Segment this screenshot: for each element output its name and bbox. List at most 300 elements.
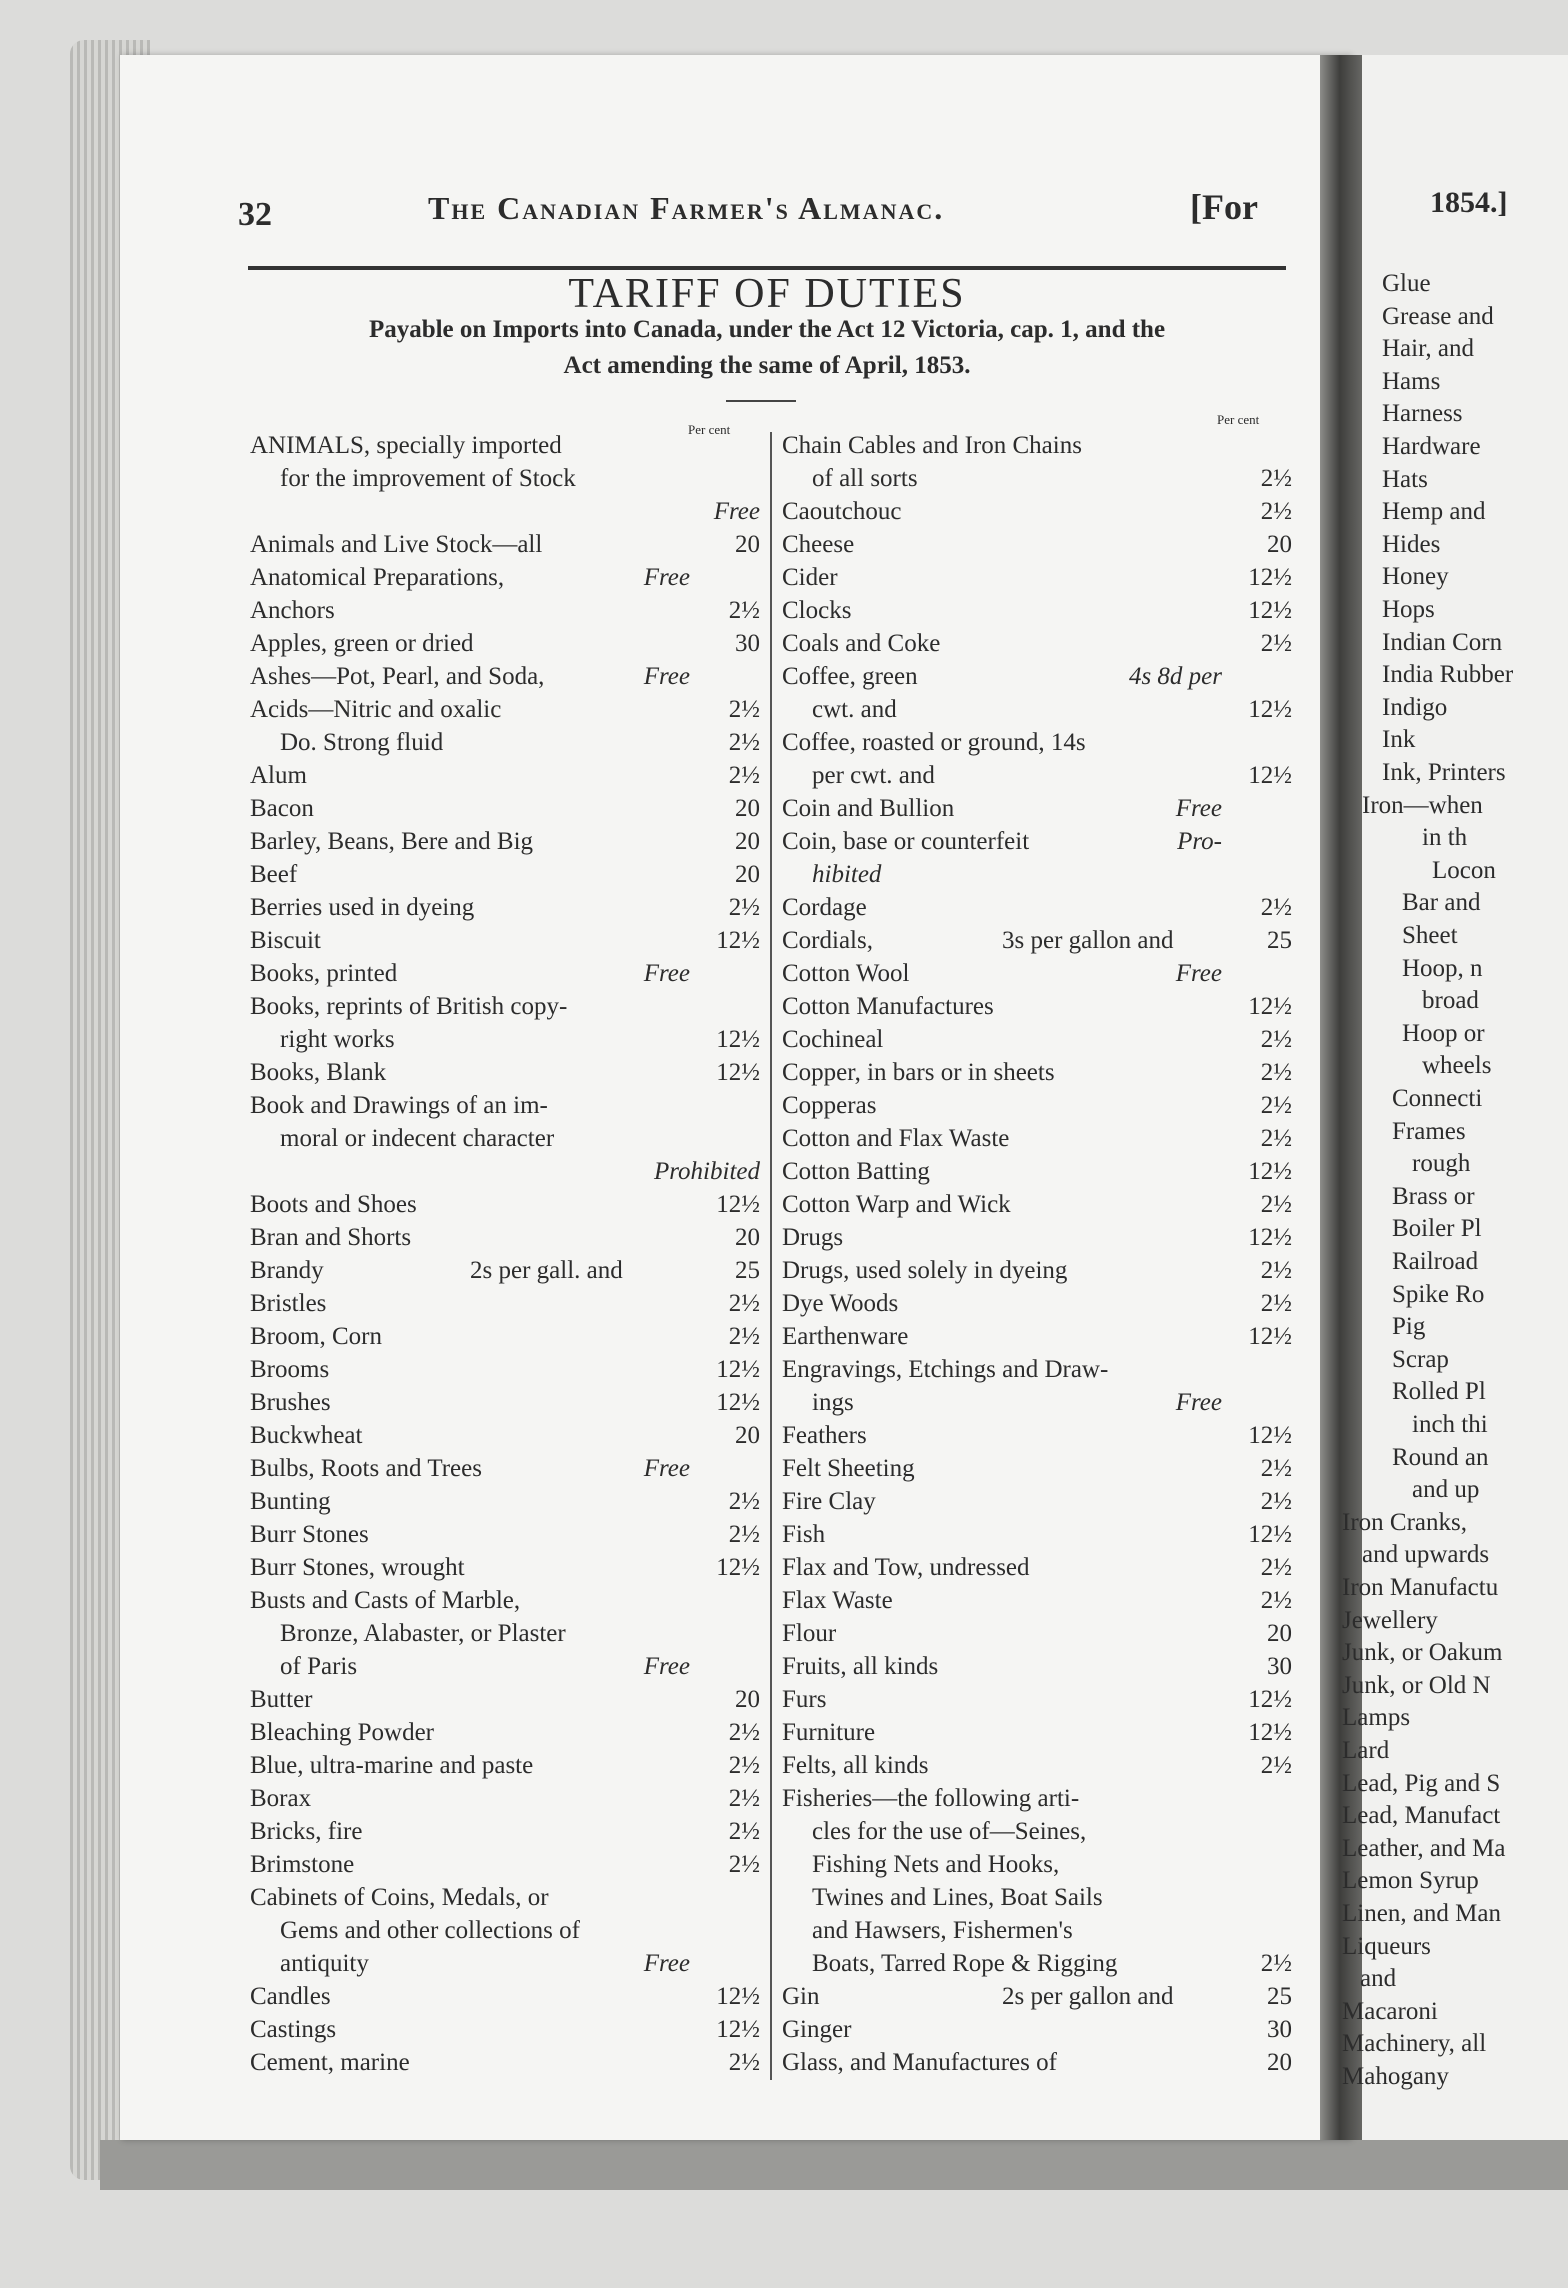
tariff-entry xyxy=(782,793,1292,825)
tariff-entry xyxy=(782,1288,1292,1320)
tariff-entry xyxy=(250,1453,760,1485)
tariff-entry xyxy=(250,1024,760,1056)
tariff-item-name: Fruits, all kinds xyxy=(782,1653,939,1680)
tariff-item-rate: 25 xyxy=(1267,1983,1292,2010)
tariff-item-name: Bran and Shorts xyxy=(250,1224,412,1251)
tariff-entry xyxy=(250,1750,760,1782)
tariff-item-name: Burr Stones, wrought xyxy=(250,1554,465,1581)
tariff-item-name: Flax and Tow, undressed xyxy=(782,1554,1030,1581)
tariff-item-name: Beef xyxy=(250,861,298,888)
tariff-item-name: Flax Waste xyxy=(782,1587,893,1614)
tariff-item-name: Bulbs, Roots and Trees xyxy=(250,1455,482,1482)
right-page-entry: Macaroni xyxy=(1342,1997,1438,2025)
tariff-item-note: 3s per gallon and xyxy=(1002,927,1174,954)
tariff-item-name: Brushes xyxy=(250,1389,331,1416)
tariff-item-name: Cider xyxy=(782,564,838,591)
percent-header-col-2: Per cent xyxy=(1217,412,1260,427)
tariff-item-name: Butter xyxy=(250,1686,313,1713)
tariff-item-rate: 12½ xyxy=(1248,564,1292,591)
tariff-item-rate: 2½ xyxy=(728,1323,760,1350)
tariff-entry xyxy=(250,859,760,891)
right-page-entry: Bar and xyxy=(1402,889,1481,917)
tariff-item-name: per cwt. and xyxy=(812,762,935,789)
right-page-entry: Hardware xyxy=(1382,433,1481,460)
tariff-item-name: Drugs xyxy=(782,1224,844,1251)
right-page-entry: Hoop, n xyxy=(1402,954,1483,982)
tariff-item-name: Brandy xyxy=(250,1257,324,1284)
right-page-entry: Lard xyxy=(1342,1737,1390,1764)
tariff-item-rate: 2½ xyxy=(1260,1092,1292,1119)
tariff-item-name: antiquity xyxy=(280,1950,369,1977)
tariff-entry xyxy=(782,1123,1292,1155)
tariff-item-name: Ginger xyxy=(782,2016,852,2043)
tariff-item-note: Prohibited xyxy=(653,1158,760,1185)
tariff-entry xyxy=(250,760,760,792)
tariff-item-name: Chain Cables and Iron Chains xyxy=(782,432,1082,459)
tariff-item-rate: 2½ xyxy=(728,1851,760,1878)
tariff-item-name: Busts and Casts of Marble, xyxy=(250,1587,521,1614)
tariff-entry xyxy=(250,1288,760,1320)
tariff-entry xyxy=(250,1255,760,1287)
tariff-item-rate: 25 xyxy=(735,1257,760,1284)
tariff-item-rate: 2½ xyxy=(728,894,760,921)
tariff-entry xyxy=(250,925,760,957)
tariff-entry xyxy=(782,1420,1292,1452)
tariff-item-rate: 12½ xyxy=(716,1983,760,2010)
tariff-entry xyxy=(250,628,760,660)
page-number: 32 xyxy=(238,196,272,233)
tariff-item-name: Coffee, green xyxy=(782,663,918,690)
tariff-item-name: Coin, base or counterfeit xyxy=(782,828,1030,855)
tariff-entry xyxy=(782,1222,1292,1254)
tariff-entry xyxy=(782,2014,1292,2046)
right-page-entry: Iron—when xyxy=(1362,791,1483,819)
tariff-item-name: Acids—Nitric and oxalic xyxy=(250,696,502,723)
tariff-item-name: Cotton Manufactures xyxy=(782,993,994,1020)
tariff-entry xyxy=(782,1816,1292,1848)
tariff-item-rate: 12½ xyxy=(716,1191,760,1218)
tariff-entry xyxy=(250,991,760,1023)
tariff-subtitle-line-1: Payable on Imports into Canada, under the Act 12 Victoria, cap. 1, and the xyxy=(368,316,1166,343)
tariff-entry xyxy=(250,1321,760,1353)
tariff-entry xyxy=(782,1849,1292,1881)
tariff-item-rate: 12½ xyxy=(716,1026,760,1053)
tariff-entry xyxy=(782,529,1292,561)
right-page-entry: Ink xyxy=(1382,726,1416,754)
tariff-item-name: Anatomical Preparations, xyxy=(250,564,505,591)
tariff-entry xyxy=(782,958,1292,990)
tariff-item-name: Furs xyxy=(782,1686,827,1713)
tariff-item-rate: 12½ xyxy=(716,1554,760,1581)
tariff-entry xyxy=(782,1387,1292,1419)
tariff-entry xyxy=(782,1981,1292,2013)
right-page-entry: Indigo xyxy=(1382,693,1448,721)
tariff-item-name: Books, reprints of British copy- xyxy=(250,993,568,1020)
tariff-entry xyxy=(782,1486,1292,1518)
tariff-entry xyxy=(782,859,1292,891)
tariff-title: TARIFF OF DUTIES xyxy=(568,271,966,317)
tariff-item-name: ANIMALS, specially imported xyxy=(250,432,562,459)
right-page-entry: Locon xyxy=(1432,856,1496,884)
tariff-item-rate: 2½ xyxy=(1260,1026,1292,1053)
tariff-entry xyxy=(250,595,760,627)
tariff-entry xyxy=(782,1255,1292,1287)
right-page-entry: and up xyxy=(1412,1476,1480,1504)
tariff-entry xyxy=(782,1585,1292,1617)
tariff-item-rate: 2½ xyxy=(728,1488,760,1515)
tariff-item-rate: 2½ xyxy=(728,1290,760,1317)
tariff-item-name: Borax xyxy=(250,1785,312,1812)
tariff-item-name: Felt Sheeting xyxy=(782,1455,915,1482)
tariff-item-rate: 2½ xyxy=(1260,1125,1292,1152)
tariff-entry xyxy=(782,1783,1292,1815)
tariff-item-rate: 2½ xyxy=(1260,1455,1292,1482)
right-page-entry: Scrap xyxy=(1392,1345,1449,1373)
running-title: The Canadian Farmer's Almanac. xyxy=(428,190,945,226)
tariff-entry xyxy=(782,1750,1292,1782)
right-page-entry: Junk, or Old N xyxy=(1342,1671,1491,1699)
tariff-entry xyxy=(782,628,1292,660)
right-page-entry: Frames xyxy=(1392,1117,1466,1145)
tariff-item-name: Clocks xyxy=(782,597,852,624)
tariff-entry xyxy=(782,925,1292,957)
tariff-entry xyxy=(782,1552,1292,1584)
tariff-entry xyxy=(250,1354,760,1386)
tariff-item-name: Candles xyxy=(250,1983,331,2010)
right-page-entry: Hams xyxy=(1382,367,1441,395)
tariff-item-rate: 25 xyxy=(1267,927,1292,954)
tariff-item-rate: 2½ xyxy=(1260,1752,1292,1779)
right-page-year: 1854.] xyxy=(1430,186,1508,219)
tariff-item-rate: 2½ xyxy=(728,1719,760,1746)
tariff-item-rate: 2½ xyxy=(1260,498,1292,525)
tariff-entry xyxy=(250,463,760,495)
column-divider xyxy=(770,432,772,2080)
tariff-item-note: Free xyxy=(643,564,690,591)
right-page-entry: Rolled Pl xyxy=(1392,1378,1486,1406)
tariff-item-rate: 2½ xyxy=(728,729,760,756)
tariff-item-rate: 12½ xyxy=(1248,597,1292,624)
right-page-entry: rough xyxy=(1412,1150,1471,1178)
tariff-item-name: Buckwheat xyxy=(250,1422,363,1449)
tariff-item-name: Cotton Warp and Wick xyxy=(782,1191,1011,1218)
tariff-item-rate: 20 xyxy=(735,861,760,888)
tariff-item-rate: 20 xyxy=(735,531,760,558)
right-page-entry: inch thi xyxy=(1412,1411,1488,1438)
tariff-item-rate: 20 xyxy=(735,828,760,855)
title-short-rule xyxy=(726,400,796,402)
tariff-item-name: Furniture xyxy=(782,1719,876,1746)
tariff-entry xyxy=(250,1519,760,1551)
tariff-entry xyxy=(250,892,760,924)
tariff-column-2 xyxy=(782,430,1292,2090)
tariff-entry xyxy=(782,1057,1292,1089)
tariff-entry xyxy=(250,1783,760,1815)
right-page-entry: Mahogany xyxy=(1342,2063,1449,2090)
tariff-entry xyxy=(250,2047,760,2079)
tariff-item-name: Blue, ultra-marine and paste xyxy=(250,1752,534,1779)
tariff-item-name: cwt. and xyxy=(812,696,897,723)
right-page-entry: Liqueurs xyxy=(1342,1932,1431,1960)
tariff-item-rate: 12½ xyxy=(716,1389,760,1416)
tariff-item-note: Free xyxy=(643,1653,690,1680)
tariff-item-name: Bacon xyxy=(250,795,314,822)
tariff-entry xyxy=(782,595,1292,627)
tariff-entry xyxy=(250,496,760,528)
tariff-item-name: Burr Stones xyxy=(250,1521,369,1548)
tariff-item-name: Earthenware xyxy=(782,1323,909,1350)
tariff-item-name: Cabinets of Coins, Medals, or xyxy=(250,1884,549,1911)
tariff-item-name: Coin and Bullion xyxy=(782,795,955,822)
tariff-item-name: and Hawsers, Fishermen's xyxy=(812,1917,1073,1944)
right-page-entry: Indian Corn xyxy=(1382,628,1503,656)
tariff-item-rate: 2½ xyxy=(1260,630,1292,657)
right-page-entry: India Rubber xyxy=(1382,661,1514,689)
tariff-item-rate: 12½ xyxy=(1248,1224,1292,1251)
tariff-item-name: for the improvement of Stock xyxy=(280,465,576,492)
percent-header-col-1: Per cent xyxy=(688,422,731,437)
tariff-item-name: of Paris xyxy=(280,1653,358,1680)
tariff-item-name: Cochineal xyxy=(782,1026,884,1053)
tariff-item-name: hibited xyxy=(812,861,882,888)
tariff-item-name: Brooms xyxy=(250,1356,330,1383)
tariff-entry xyxy=(250,1816,760,1848)
right-page-entry: Harness xyxy=(1382,400,1463,428)
tariff-item-rate: 30 xyxy=(1267,1653,1292,1680)
tariff-entry xyxy=(782,694,1292,726)
tariff-item-name: Drugs, used solely in dyeing xyxy=(782,1257,1068,1284)
tariff-entry xyxy=(782,826,1292,858)
tariff-item-rate: 2½ xyxy=(1260,1554,1292,1581)
tariff-entry xyxy=(250,1585,760,1617)
right-page-entry: and upwards xyxy=(1362,1541,1490,1569)
tariff-item-rate: 2½ xyxy=(1260,1950,1292,1977)
right-page-entry: Hats xyxy=(1382,465,1428,493)
right-page-entry: Hoop or xyxy=(1402,1019,1485,1047)
right-page-entries xyxy=(1342,0,1568,2140)
tariff-entry xyxy=(250,529,760,561)
tariff-item-name: Bronze, Alabaster, or Plaster xyxy=(280,1620,566,1647)
tariff-item-name: Gems and other collections of xyxy=(280,1917,580,1944)
tariff-item-name: Copper, in bars or in sheets xyxy=(782,1059,1055,1086)
tariff-item-note: Free xyxy=(1175,960,1222,987)
tariff-entry xyxy=(250,958,760,990)
tariff-item-rate: 2½ xyxy=(1260,465,1292,492)
tariff-item-name: Boots and Shoes xyxy=(250,1191,417,1218)
tariff-item-rate: 2½ xyxy=(728,1521,760,1548)
tariff-item-name: Fire Clay xyxy=(782,1488,876,1515)
tariff-item-rate: 12½ xyxy=(716,1356,760,1383)
tariff-item-name: Books, printed xyxy=(250,960,398,987)
tariff-item-name: Cheese xyxy=(782,531,855,558)
tariff-entry xyxy=(782,496,1292,528)
tariff-entry xyxy=(250,2014,760,2046)
tariff-item-name: Animals and Live Stock—all xyxy=(250,531,543,558)
tariff-entry xyxy=(250,1222,760,1254)
tariff-item-rate: 2½ xyxy=(1260,1059,1292,1086)
right-page-entry: Grease and xyxy=(1382,302,1494,330)
tariff-item-name: Engravings, Etchings and Draw- xyxy=(782,1356,1109,1383)
right-page-entry: Ink, Printers xyxy=(1382,759,1506,786)
tariff-item-rate: 20 xyxy=(1267,531,1292,558)
tariff-entry xyxy=(782,1156,1292,1188)
tariff-item-note: Pro- xyxy=(1177,828,1222,855)
tariff-entry xyxy=(782,727,1292,759)
tariff-entry xyxy=(250,562,760,594)
tariff-item-name: Dye Woods xyxy=(782,1290,899,1317)
tariff-entry xyxy=(250,430,760,462)
tariff-column-1 xyxy=(250,430,760,2090)
right-page-entry: Jewellery xyxy=(1342,1606,1438,1634)
tariff-entry xyxy=(782,1519,1292,1551)
tariff-item-name: Cotton Batting xyxy=(782,1158,930,1185)
tariff-item-name: moral or indecent character xyxy=(280,1125,555,1152)
tariff-item-name: Anchors xyxy=(250,597,335,624)
tariff-item-rate: 12½ xyxy=(1248,696,1292,723)
tariff-item-rate: 30 xyxy=(1267,2016,1292,2043)
tariff-item-rate: 2½ xyxy=(1260,1587,1292,1614)
right-page-entry: Boiler Pl xyxy=(1392,1215,1482,1243)
tariff-entry xyxy=(250,1552,760,1584)
tariff-entry xyxy=(250,694,760,726)
tariff-entry xyxy=(782,1618,1292,1650)
tariff-entry xyxy=(250,1882,760,1914)
tariff-item-name: Bricks, fire xyxy=(250,1818,363,1845)
tariff-item-name: Gin xyxy=(782,1983,820,2010)
tariff-item-name: Glass, and Manufactures of xyxy=(782,2049,1057,2076)
tariff-entry xyxy=(250,661,760,693)
tariff-entry xyxy=(782,892,1292,924)
tariff-entry xyxy=(782,1915,1292,1947)
tariff-item-name: Twines and Lines, Boat Sails xyxy=(812,1884,1103,1911)
tariff-item-name: Copperas xyxy=(782,1092,877,1119)
tariff-entry xyxy=(250,793,760,825)
tariff-item-name: Bristles xyxy=(250,1290,327,1317)
tariff-item-name: Fishing Nets and Hooks, xyxy=(812,1851,1060,1878)
tariff-entry xyxy=(782,1453,1292,1485)
right-page-entry: Spike Ro xyxy=(1392,1280,1485,1308)
tariff-item-name: Barley, Beans, Bere and Big xyxy=(250,828,534,855)
tariff-item-name: Ashes—Pot, Pearl, and Soda, xyxy=(250,663,545,690)
tariff-item-name: Castings xyxy=(250,2016,337,2043)
tariff-item-note: Free xyxy=(1175,795,1222,822)
tariff-item-rate: 2½ xyxy=(1260,894,1292,921)
right-page-entry: Iron Manufactu xyxy=(1342,1574,1499,1601)
tariff-entry xyxy=(782,562,1292,594)
tariff-item-name: Cordage xyxy=(782,894,867,921)
tariff-item-rate: 12½ xyxy=(1248,1719,1292,1746)
tariff-entry xyxy=(250,1717,760,1749)
tariff-entry xyxy=(250,826,760,858)
tariff-item-note: Free xyxy=(713,498,760,525)
tariff-item-name: Fisheries—the following arti- xyxy=(782,1785,1080,1812)
tariff-item-name: cles for the use of—Seines, xyxy=(812,1818,1087,1845)
right-page-entry: Junk, or Oakum xyxy=(1342,1639,1503,1667)
tariff-subtitle-line-2: Act amending the same of April, 1853. xyxy=(563,352,971,379)
tariff-item-name: Broom, Corn xyxy=(250,1323,382,1350)
right-page-entry: Brass or xyxy=(1392,1182,1475,1210)
tariff-entry xyxy=(250,1486,760,1518)
tariff-item-name: of all sorts xyxy=(812,465,918,492)
tariff-item-rate: 20 xyxy=(1267,1620,1292,1647)
tariff-item-rate: 12½ xyxy=(1248,1686,1292,1713)
tariff-item-rate: 12½ xyxy=(1248,762,1292,789)
tariff-item-rate: 20 xyxy=(735,795,760,822)
tariff-entry xyxy=(782,1189,1292,1221)
right-page-entry: Railroad xyxy=(1392,1248,1479,1275)
tariff-item-name: Cordials, xyxy=(782,927,873,954)
right-page-entry: Lamps xyxy=(1342,1704,1411,1732)
tariff-item-name: Bunting xyxy=(250,1488,331,1515)
right-page-entry: Honey xyxy=(1382,563,1449,591)
tariff-item-name: Cement, marine xyxy=(250,2049,410,2076)
right-page-entry: Lead, Pig and S xyxy=(1342,1769,1501,1797)
tariff-entry xyxy=(782,661,1292,693)
tariff-item-rate: 12½ xyxy=(716,927,760,954)
right-page-entry: and xyxy=(1360,1965,1397,1993)
tariff-entry xyxy=(250,1090,760,1122)
right-page-entry: Sheet xyxy=(1402,922,1458,949)
right-page-entry: Hair, and xyxy=(1382,335,1475,363)
tariff-item-rate: 20 xyxy=(1267,2049,1292,2076)
tariff-item-name: Bleaching Powder xyxy=(250,1719,434,1746)
tariff-item-name: right works xyxy=(280,1026,395,1053)
tariff-item-rate: 2½ xyxy=(1260,1488,1292,1515)
tariff-entry xyxy=(250,1420,760,1452)
right-page-entry: wheels xyxy=(1422,1052,1492,1080)
tariff-item-name: Caoutchouc xyxy=(782,498,902,525)
tariff-item-name: Apples, green or dried xyxy=(250,630,474,657)
tariff-item-note: Free xyxy=(1175,1389,1222,1416)
tariff-item-name: ings xyxy=(812,1389,854,1416)
tariff-entry xyxy=(250,1156,760,1188)
tariff-entry xyxy=(782,1354,1292,1386)
right-page-entry: in th xyxy=(1422,824,1468,852)
tariff-item-rate: 12½ xyxy=(1248,1521,1292,1548)
tariff-entry xyxy=(782,1948,1292,1980)
tariff-entry xyxy=(250,727,760,759)
tariff-item-name: Boats, Tarred Rope & Rigging xyxy=(812,1950,1118,1977)
tariff-item-note: Free xyxy=(643,1455,690,1482)
tariff-item-note: 2s per gallon and xyxy=(1002,1983,1174,2010)
right-page-entry: Connecti xyxy=(1392,1085,1483,1112)
right-page-entry: Hemp and xyxy=(1382,498,1486,526)
tariff-entry xyxy=(250,1948,760,1980)
tariff-entry xyxy=(782,1684,1292,1716)
tariff-entry xyxy=(782,1321,1292,1353)
tariff-item-note: Free xyxy=(643,1950,690,1977)
tariff-item-rate: 2½ xyxy=(728,1785,760,1812)
tariff-item-rate: 12½ xyxy=(716,2016,760,2043)
right-page-entry: Linen, and Man xyxy=(1342,1900,1501,1927)
tariff-item-rate: 2½ xyxy=(1260,1191,1292,1218)
tariff-item-rate: 20 xyxy=(735,1422,760,1449)
tariff-item-rate: 2½ xyxy=(1260,1290,1292,1317)
tariff-item-rate: 2½ xyxy=(728,762,760,789)
tariff-item-rate: 20 xyxy=(735,1686,760,1713)
tariff-item-note: Free xyxy=(643,663,690,690)
tariff-entry xyxy=(782,1024,1292,1056)
tariff-entry xyxy=(782,1717,1292,1749)
tariff-entry xyxy=(782,463,1292,495)
right-page-entry: Machinery, all xyxy=(1342,2030,1487,2058)
tariff-item-note: 4s 8d per xyxy=(1128,663,1222,690)
tariff-entry xyxy=(782,430,1292,462)
right-page-entry: Glue xyxy=(1382,270,1431,297)
tariff-entry xyxy=(250,1684,760,1716)
tariff-item-rate: 2½ xyxy=(728,2049,760,2076)
right-page-entry: Pig xyxy=(1392,1313,1426,1341)
